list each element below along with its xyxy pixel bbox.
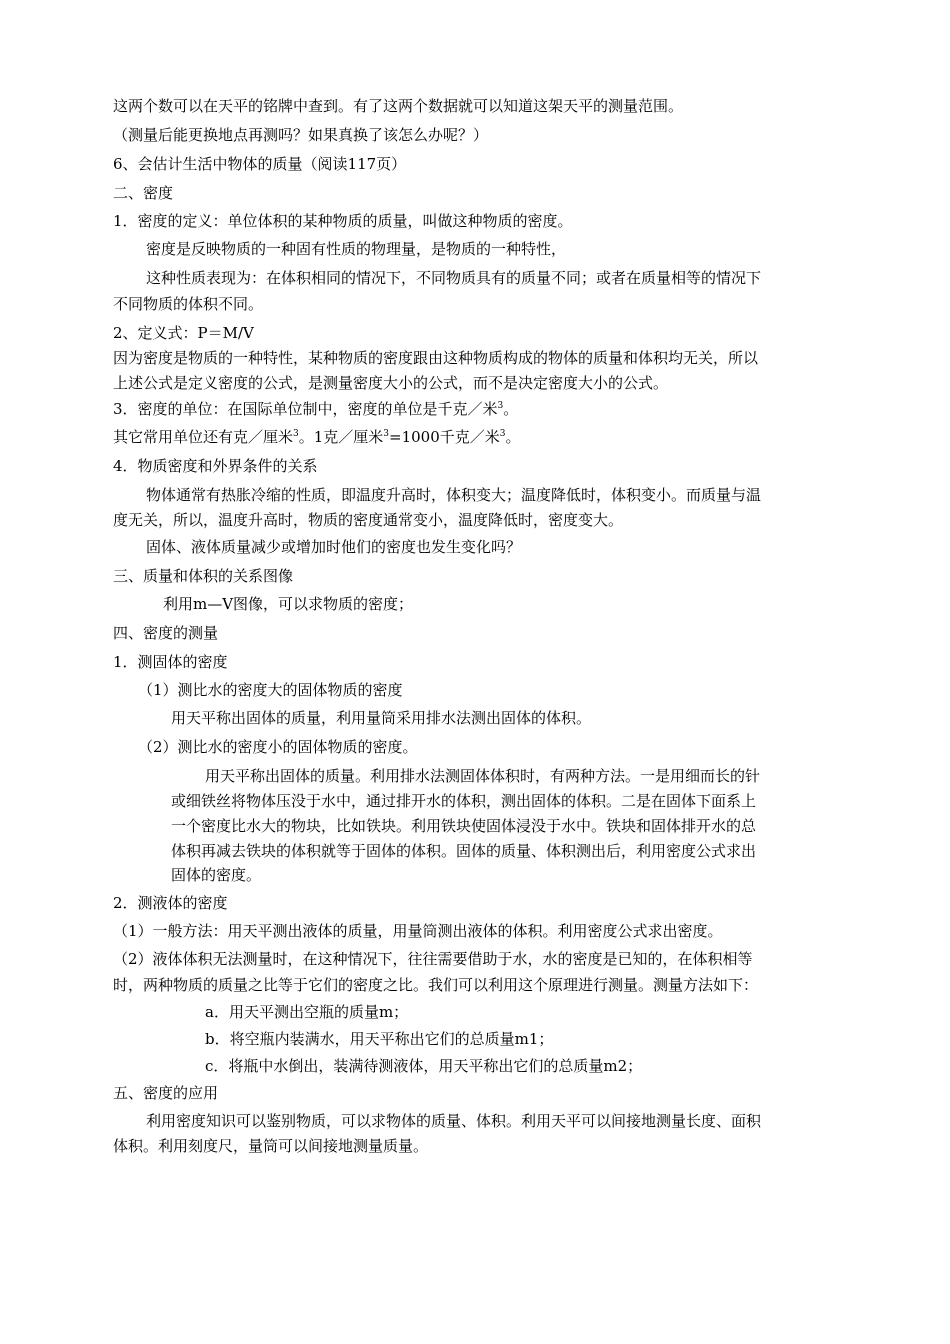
text-segment: 3．密度的单位：在国际单位制中，密度的单位是千克／米 [113, 400, 498, 418]
formula-line: 2、定义式：P＝M/V [113, 324, 254, 342]
text-line: 因为密度是物质的一种特性，某种物质的密度跟由这种物质构成的物体的质量和体积均无关，所以 [113, 349, 759, 367]
text-segment: =1000千克／米 [389, 428, 500, 446]
superscript: 3 [497, 401, 504, 411]
text-line: 这种性质表现为：在体积相同的情况下，不同物质具有的质量不同；或者在质量相等的情况下 [146, 269, 762, 287]
text-line: 体积。利用刻度尺，量筒可以间接地测量质量。 [113, 1137, 429, 1155]
list-item: a．用天平测出空瓶的质量m； [205, 1003, 409, 1021]
text-line: 上述公式是定义密度的公式，是测量密度大小的公式，而不是决定密度大小的公式。 [113, 374, 669, 392]
text-line: （2）测比水的密度小的固体物质的密度。 [138, 738, 418, 756]
superscript: 3 [499, 429, 506, 439]
text-line: （1）测比水的密度大的固体物质的密度 [138, 681, 403, 699]
unit-line [113, 400, 518, 418]
list-item: c．将瓶中水倒出，装满待测液体，用天平称出它们的总质量m2； [205, 1057, 643, 1075]
list-item: b．将空瓶内装满水，用天平称出它们的总质量m1； [205, 1030, 554, 1048]
text-line: 一个密度比水大的物块，比如铁块。利用铁块使固体浸没于水中。铁块和固体排开水的总 [171, 817, 757, 835]
section-heading: 1．测固体的密度 [113, 653, 228, 671]
text-line: （1）一般方法：用天平测出液体的质量，用量筒测出液体的体积。利用密度公式求出密度。 [113, 922, 723, 940]
text-line: 密度是反映物质的一种固有性质的物理量，是物质的一种特性， [146, 240, 567, 258]
text-line: 度无关，所以，温度升高时，物质的密度通常变小，温度降低时，密度变大。 [113, 511, 624, 529]
text-line: （测量后能更换地点再测吗？如果真换了该怎么办呢？） [113, 126, 489, 144]
text-segment: 其它常用单位还有克／厘米 [113, 428, 294, 446]
text-line: 用天平称出固体的质量，利用量筒采用排水法测出固体的体积。 [171, 709, 592, 727]
text-line: 不同物质的体积不同。 [113, 295, 264, 313]
section-heading: 五、密度的应用 [113, 1084, 219, 1102]
text-line: 这两个数可以在天平的铭牌中查到。有了这两个数据就可以知道这架天平的测量范围。 [113, 97, 684, 115]
superscript: 3 [383, 429, 390, 439]
text-line: 用天平称出固体的质量。利用排水法测固体体积时，有两种方法。一是用细而长的针 [205, 767, 761, 785]
section-heading: 4．物质密度和外界条件的关系 [113, 457, 318, 475]
text-segment: 。1克／厘米 [298, 428, 384, 446]
text-line: 物体通常有热胀冷缩的性质，即温度升高时，体积变大；温度降低时，体积变小。而质量与温 [146, 486, 762, 504]
text-segment: 。 [503, 400, 519, 418]
text-line: （2）液体体积无法测量时，在这种情况下，往往需要借助于水，水的密度是已知的，在体积相等 [113, 950, 753, 968]
text-segment: 。 [505, 428, 521, 446]
section-heading: 四、密度的测量 [113, 624, 219, 642]
text-line: 利用m—V图像，可以求物质的密度； [163, 595, 414, 613]
text-line: 或细铁丝将物体压没于水中，通过排开水的体积，测出固体的体积。二是在固体下面系上 [171, 792, 757, 810]
section-heading: 2．测液体的密度 [113, 894, 228, 912]
unit-line [113, 428, 521, 446]
text-line: 固体、液体质量减少或增加时他们的密度也发生变化吗？ [146, 538, 522, 556]
section-heading: 二、密度 [113, 184, 174, 202]
text-line: 利用密度知识可以鉴别物质，可以求物体的质量、体积。利用天平可以间接地测量长度、面积 [146, 1112, 762, 1130]
text-line: 1．密度的定义：单位体积的某种物质的质量，叫做这种物质的密度。 [113, 212, 573, 230]
text-line: 固体的密度。 [171, 866, 262, 884]
superscript: 3 [293, 429, 299, 439]
section-heading: 6、会估计生活中物体的质量（阅读117页） [113, 155, 407, 173]
text-line: 时，两种物质的质量之比等于它们的密度之比。我们可以利用这个原理进行测量。测量方法如下： [113, 976, 759, 994]
text-line: 体积再减去铁块的体积就等于固体的体积。固体的质量、体积测出后，利用密度公式求出 [171, 842, 757, 860]
section-heading: 三、质量和体积的关系图像 [113, 567, 294, 585]
